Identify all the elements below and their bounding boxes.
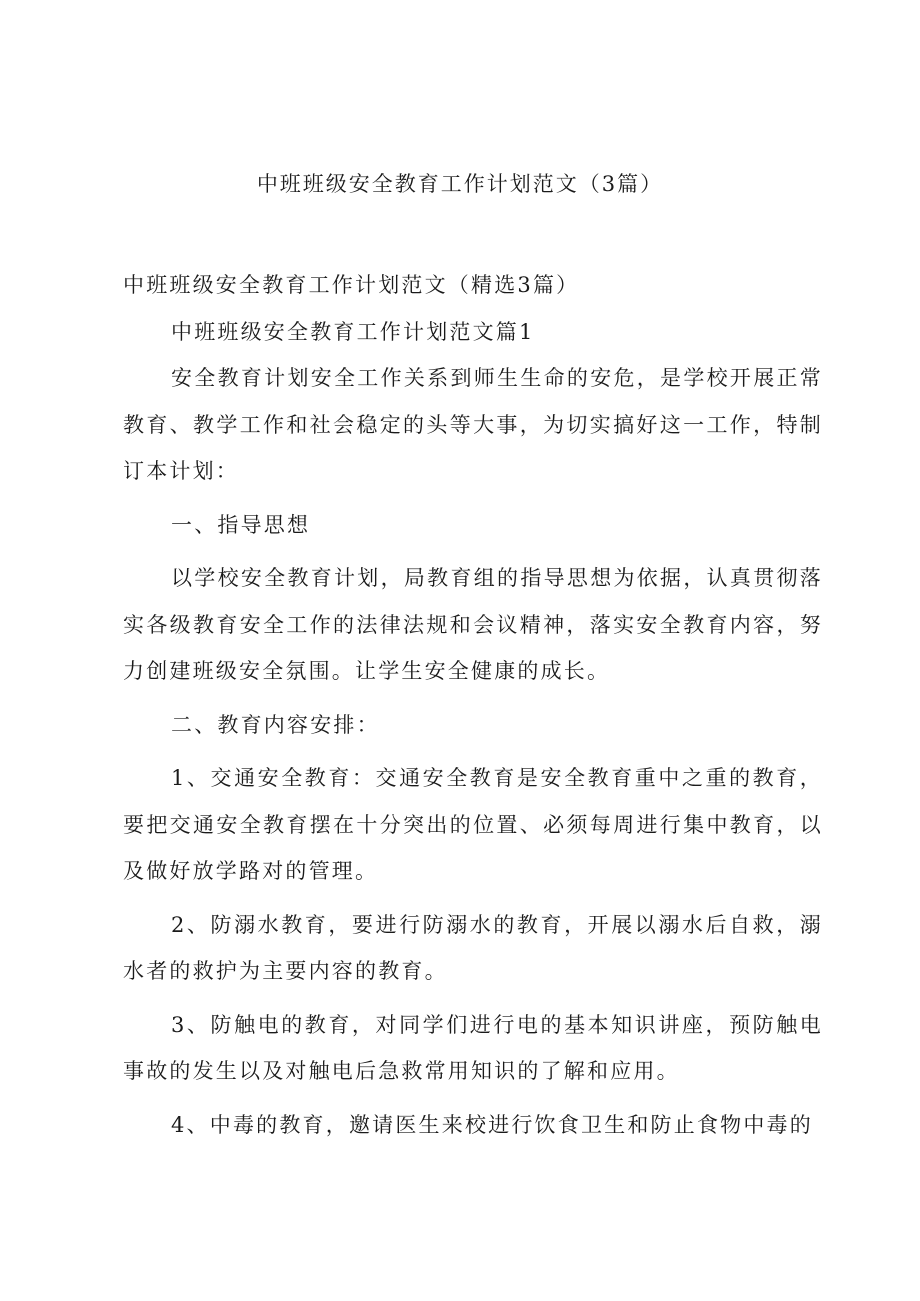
intro-paragraph: 安全教育计划安全工作关系到师生生命的安危，是学校开展正常教育、教学工作和社会稳定的头等大事，为切实搞好这一工作，特制订本计划：	[123, 366, 823, 483]
item-poisoning-education: 4、中毒的教育，邀请医生来校进行饮食卫生和防止食物中毒的	[171, 1112, 813, 1137]
item-electric-shock-prevention: 3、防触电的教育，对同学们进行电的基本知识讲座，预防触电事故的发生以及对触电后急救常用知识的了解和应用。	[123, 1012, 823, 1083]
document-body	[123, 262, 823, 1148]
item-drowning-prevention: 2、防溺水教育，要进行防溺水的教育，开展以溺水后自救，溺水者的救护为主要内容的教育。	[123, 912, 823, 983]
guiding-thought-paragraph: 以学校安全教育计划，局教育组的指导思想为依据，认真贯彻落实各级教育安全工作的法律法规和会议精神，落实安全教育内容，努力创建班级安全氛围。让学生安全健康的成长。	[123, 566, 823, 683]
subtitle-paragraph: 中班班级安全教育工作计划范文（精选3篇）	[123, 273, 580, 297]
heading-content-arrangement: 二、教育内容安排：	[171, 712, 380, 737]
document-title: 中班班级安全教育工作计划范文（3篇）	[256, 172, 664, 196]
section-heading: 中班班级安全教育工作计划范文篇1	[171, 319, 535, 344]
item-traffic-safety: 1、交通安全教育：交通安全教育是安全教育重中之重的教育，要把交通安全教育摆在十分突出的位置、必须每周进行集中教育，以及做好放学路对的管理。	[123, 766, 823, 883]
heading-guiding-thought: 一、指导思想	[171, 512, 311, 537]
